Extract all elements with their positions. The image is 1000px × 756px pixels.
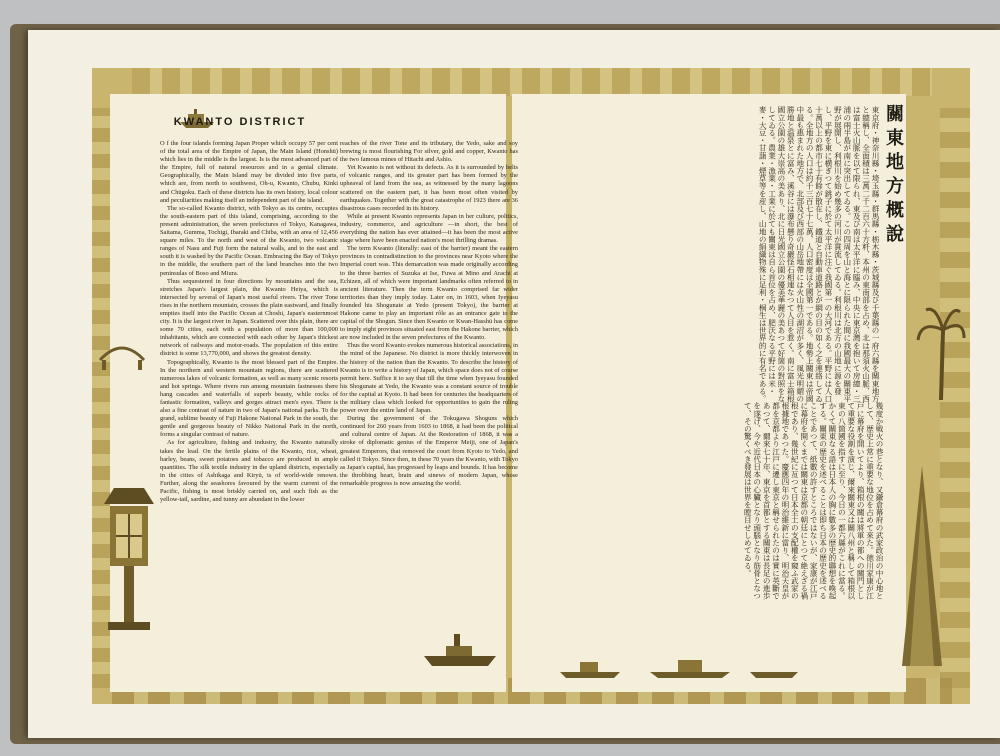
english-paragraph: As for agriculture, fishing and industry, the Kwanto naturally takes the lead. On the fertile plains of the Kwanto, rice, wheat, barley, beans, sweet potatoes and tobacco are produced in ample quantities. The silk textile industry in the upland districts, especially in the cities of Ashikaga and Kiryū, is of world-wide renown. Further, along the seashores favoured by the warm current of the Pacific, fishing is most briskly carried on, and such fish as the yellow-tail, sardine, and tunny are abundant in the lower: [160, 439, 338, 504]
bridge-illustration: [98, 330, 146, 370]
english-paragraph: The so-called Kwanto district, with Tokyo as its centre, occupies the south-eastern part of this island, comprising, according to the present administration, the seven prefectures of Tokyo, Kanagawa, Saitama, Gumma, Tochigi, Ibaraki and Chiba, with an area of 12,456 square miles. To the north and west of the Kwanto, two volcanic ranges of Nasu and Fuji form the natural walls, and to the east and south it is washed by the Pacific Ocean. Embracing the Bay of Tokyo in the middle, the southern part of the land branches into the two peninsulas of Boso and Miura.: [160, 204, 338, 277]
japanese-text-upper: 東京府・神奈川縣・埼玉縣・群馬縣・栃木縣・茨城縣及び千葉縣の一府六縣を關東地方と總稱し、全面積は三萬二千二百六十方粁、本州の東南部を占め、北は那須火山脈、西は富士火山脈を以て限られ、東及び南は太平洋に臨み、中央に東京灣を抱いて房總・三浦の兩半島が南に突出してゐる。この四周を山と海とに限られた間に我國最大の關東平野が展開し、利根川を始め幾多の河川が貫流してゐる。利根川は北方の山地に源を發し、平野を東に横ぎつて銚子に於て太平洋に注ぐ我國第一の大河である。平野には人口十萬以上の都市七十有餘が散在し、鐵道と自動車道路とが網の目の如く之を連絡してゐる。全地方の人口は約千三百七十七萬、人口密度は全國第一である。地勢上關東は帝國中最も惠まれた地方で、北部及び西部の山岳地帶には火山性の湖沼が多く、風光明媚の勝地と温泉とに富み、溪谷には瀑布懸り奇巖怪石相連なつて人目を惹く。南に富士箱根國立公園の雄大崇高の美あり、北に日光國立公園の優美華麗の美あつて好箇の對照をなしてゐる。農業・漁業・工業に於ても關東は自ら首位を占め、肥沃なる平野には米・麥・大豆・甘藷・煙草等を産し、山地の絹織物殊に足利・桐生は世界的に有名である。: [758, 106, 880, 403]
english-paragraph: Thus sequestered in four directions by mountains and the sea, stretches Japan's largest plain, the Kwanto Heiya, which is intersected by several of Japan's most useful rivers. The river Tone rises in the northern mountain, crosses the plain eastward, and finally empties itself into the Pacific Ocean at Choshi, Japan's easternmost city. It is the largest river in Japan. Scattered over this plain, there are some 70 cities, each with a population of more than 100,000 inhabitants, which are connected with each other by Japan's thickest network of railways and motor-roads. The population of this entire district is some 13,770,000, and shows the greatest density.: [160, 277, 338, 358]
harbor-ships-illustration: [560, 650, 800, 680]
tower-illustration: [898, 466, 946, 666]
english-paragraph: reaches of the river Tone and its tributary, the Yedo, sake and soy brewing is most flourishing For silver, gold and copper, Kwanto has the two famous mines of Hitachi and Ashio.: [340, 140, 518, 164]
english-paragraph: During the government of the Tokugawa Shoguns which continued for 260 years from 1603 to 1868, it had been the political and cultural centre of Japan. At the Restoration of 1868, it was a stroke of diplomatic genius of the Emperor Meiji, one of Japan's greatest Emperors, that removed the court from Kyoto to Yedo, and called it Tokyo. Since then, in these 70 years the Kwanto, with Tokyo as Japan's capital, has progressed by leaps and bounds. It has become the throbbing heart, brain and sinews of modern Japan, whose remarkable progress is now amazing the world.: [340, 415, 518, 487]
english-column-1: [160, 140, 338, 504]
decorative-border-top: [132, 68, 932, 96]
lantern-illustration: [100, 484, 158, 632]
english-paragraph: The term Kwanto (literally: east of the barrier) meant the eastern provinces in contradistinction to the provinces near Kyoto where the Imperial court was. This demarcation was made originally according to the three barries of Suzuka at Ise, Fuwa at Mino and Arachi at Echizen, all of which were important landmarks often referred to in ancient literature. Then the term Kwanto comprised far wider territories than they imply today. Later on, in 1603, when Iyeyasu founded his Shogunate at Yedo (present Tokyo), the barrier at Hakone came to play an important rôle as an entrance gate to the capital of the Shogun. Since then Kwanto or Kwan-Hasshū has come to imply eight provinces situated east from the Hakone barrier, which are now included in the seven prefectures of the Kwanto.: [340, 245, 518, 342]
english-column-2: [340, 140, 518, 488]
english-title: KWANTO DISTRICT: [173, 116, 307, 128]
japanese-text-lower: 幾度か戦火の巷となり、又鎌倉幕府の武家政治の中心地として、歴史上常に重要な地位を占めて來た。徳川家康が江戸に幕府を開いてより、箱根の關は將軍の都への關門として重要な役割を演じ、爾來關東又は關八州と稱して箱根以東の八箇國を指すに至り、今日の一都六縣がこれに當る。かくて關東なる語は日本人の胸に數多の歴史的聯想を喚起する。關東の歴史を述べることは即ち日本の歴史を述べることであつて、紙數の許すところではないが、家康が江戸に幕府を開くまでは關東は京都の朝廷にとつて絶えざる禍根であり、幾世紀に亙つて日本全土の支配權を窺ふ武家の根據地であつた。慶應四年の明治維新に當り、明治天皇が都を京都より江戸に遷し東京と稱せられたのは實に英斷であつて、爾來七十年、東京を首都とする關東は長足の進歩を遂げ、今や近代日本の心臟となり頭腦となり筋骨となつて、その驚くべき發展は世界を瞠目せしめてゐる。: [743, 402, 884, 600]
english-paragraph: While at present Kwanto represents Japan in her culture, politics, industry, commerce, and agriculture —in short, the best of everything the nation has ever attained—it has been the most active stage where have been enacted nation's most thrilling dramas.: [340, 212, 518, 245]
steamship-illustration: [420, 628, 500, 668]
japanese-title: 關東地方概說: [883, 104, 904, 248]
english-paragraph: Thus the word Kwanto evokes numerous historical associations, in the mind of the Japanese. No district is more thickly interwoven in the history of the nation than the Kwanto. To describe the history of Kwanto is to write a history of Japan, which space does not of course permit here. Suffice it to say that till the time when Iyeyasu founded his Shogunate at Yedo, the Kwanto was a constant source of trouble for the capital at Kyoto. It had been for centuries the headquarters of the military class which looked for opportunities to gain the ruling power over the entire land of Japan.: [340, 342, 518, 415]
english-paragraph: O f the four islands forming Japan Proper which occupy 57 per cent of the total area of the Empire of Japan, the Main Island (Honshū) which lies in the middle is the largest. Is is the most advanced part of the Empire, full of natural resources and in a genial climate. Geographically, the Main Island may be divided into five parts, which are, from north to southwest, Oh-u, Kwanto, Chubu, Kinki and Chūgoku. Each of these districts has its own history, local colour and peculiarities making itself an independent part of the island.: [160, 140, 338, 204]
english-paragraph: Topographically, Kwanto is the most blessed part of the Empire. In the northern and western mountain regions, there are scattered numerous lakes of volcanic formation, as well as many scenic resorts and hot springs. Where rivers run among mountain fastnesses there hang cascades and waterfalls of superb beauty, while rocks of fantastic formation, valleys and gorges attract men's eyes. There is also a fine contrast of nature in two of Japan's national parks. To the grand, sublime beauty of Fuji Hakone National Park in the south, the gentle and gorgeous beauty of Nikko National Park in the north, forms a singular contrast of nature.: [160, 358, 338, 439]
palm-tree-illustration: [916, 290, 966, 400]
english-paragraph: Yet Kwanto is not without its defects. As it is surrounded by belts of volcanic ranges, and its greater part has been formed by the upheaval of land from the sea, as witnessed by the many lagoons scattered on the eastern part, it has been most often visited by earthquakes. Together with the great catastrophe of 1923 there are 36 disastrous cases recorded in its history.: [340, 164, 518, 212]
